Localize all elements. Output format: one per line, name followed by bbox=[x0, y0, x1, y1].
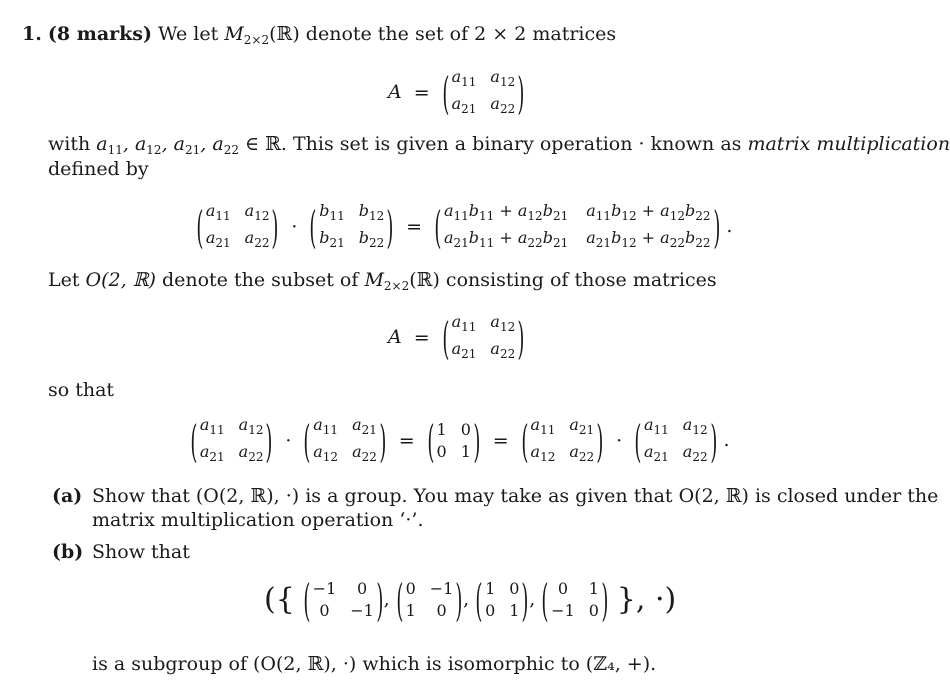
matrix-entry-2-2: −1 bbox=[350, 601, 374, 620]
matrix-entry-1-1: 0 bbox=[557, 579, 569, 598]
matrix-entry-1-1: $a_{11}$ bbox=[451, 67, 477, 89]
matrix-entry-2-2: $a_{22}$ bbox=[490, 339, 516, 361]
matrix-entry-2-1: $a_{12}$ bbox=[313, 442, 339, 464]
matrix-entry-2-2: $a_{21}b_{12} + a_{22}b_{22}$ bbox=[586, 228, 711, 250]
left-paren: ( bbox=[303, 573, 311, 627]
matrix-entry-2-1: −1 bbox=[551, 601, 575, 620]
matrix-entry-1-1: $b_{11}$ bbox=[319, 201, 345, 223]
matrix-A-left bbox=[196, 200, 279, 254]
matrix-entry-1-1: $a_{11}$ bbox=[199, 415, 225, 437]
right-paren: ) bbox=[601, 573, 609, 627]
defined-by-line: defined by bbox=[48, 158, 149, 180]
matrix-entry-2-1: $a_{21}$ bbox=[643, 442, 669, 464]
matrix-entry-2-2: 0 bbox=[436, 601, 447, 620]
matrix-entry-2-2: 0 bbox=[588, 601, 599, 620]
left-paren: ( bbox=[303, 414, 311, 468]
matrix-B bbox=[309, 200, 394, 254]
matrix-A-2 bbox=[442, 311, 525, 365]
matrix-entry-2-1: $a_{12}$ bbox=[530, 442, 556, 464]
matrix-entry-1-1: $a_{11}$ bbox=[451, 312, 477, 334]
part-b-label: (b) bbox=[52, 541, 84, 563]
equals-sign: = bbox=[413, 82, 430, 104]
intro-text-b: denote the set of 2 × 2 matrices bbox=[305, 23, 617, 45]
part-a-label: (a) bbox=[52, 485, 83, 507]
matrix-entry-2-1: $b_{21}$ bbox=[319, 228, 345, 250]
matrix-entry-1-2: 0 bbox=[356, 579, 368, 598]
symbol-A: A bbox=[388, 81, 402, 103]
right-paren: ) bbox=[473, 414, 481, 468]
problem-marks: (8 marks) bbox=[47, 23, 152, 45]
matrix-entry-1-2: $a_{21}$ bbox=[569, 415, 595, 437]
matrix-entry-1-2: $a_{21}$ bbox=[352, 415, 377, 437]
close-brace: }, ·) bbox=[616, 582, 677, 617]
so-that-line: so that bbox=[48, 379, 115, 401]
matrix-entry-1-2: 0 bbox=[509, 579, 520, 598]
part-b-text-1: Show that bbox=[92, 541, 190, 563]
matrix-entry-1-1: $a_{11}b_{11} + a_{12}b_{21}$ bbox=[443, 201, 569, 223]
right-paren: ) bbox=[271, 200, 279, 254]
matrix-entry-2-1: $a_{21}$ bbox=[199, 442, 225, 464]
matrix-entry-1-2: $a_{11}b_{12} + a_{12}b_{22}$ bbox=[586, 201, 711, 223]
let-line: Let O(2, ℝ) denote the subset of $M_{2\times 2}(ℝ)$ consisting of those matrices bbox=[48, 269, 717, 293]
right-paren: ) bbox=[379, 414, 387, 468]
matrix-entry-2-1: $a_{21}$ bbox=[451, 339, 477, 361]
matrix-entry-2-2: $a_{22}$ bbox=[682, 442, 708, 464]
matrix-entry-1-2: $a_{12}$ bbox=[490, 312, 516, 334]
matrix-A bbox=[442, 66, 525, 120]
matrix-entry-2-1: $a_{21}$ bbox=[451, 94, 477, 116]
matrix-entry-1-1: $a_{11}$ bbox=[643, 415, 669, 437]
left-paren: ( bbox=[634, 414, 642, 468]
equals-sign-2: = bbox=[406, 216, 423, 238]
matrix-entry-2-2: $a_{22}$ bbox=[569, 442, 595, 464]
matrix-entry-2-2: $a_{22}$ bbox=[352, 442, 377, 464]
matrix-entry-2-1: 0 bbox=[436, 442, 447, 461]
matrix-entry-1-2: $a_{12}$ bbox=[244, 201, 270, 223]
problem-number: 1. bbox=[22, 23, 42, 45]
left-paren: ( bbox=[196, 200, 204, 254]
matrix-multiplication-phrase: matrix multiplication bbox=[747, 133, 950, 155]
matrix-g3 bbox=[475, 573, 529, 627]
matrix-entry-2-1: 1 bbox=[405, 601, 416, 620]
dot-operator: · bbox=[291, 216, 298, 238]
left-paren: ( bbox=[475, 573, 483, 627]
display-orthogonality: ( $a_{11}$ $a_{12}$ $a_{21}$ $a_{22}$ ) · ( $a_{11}$ $a_{21}$ $a_{12}$ $a_{22}$ ) = ( 1 0 0 1 ) = ( $a_{11}$ $a_{21}$ $a_{12}$ $a_{22}$ ) · ( $a_{11}$ $a_{12}$ $a_{21}$ $a_{22}$ ) . bbox=[190, 414, 730, 468]
matrix-entry-1-2: $a_{12}$ bbox=[490, 67, 516, 89]
matrix-entry-1-2: $a_{12}$ bbox=[238, 415, 264, 437]
right-paren: ) bbox=[517, 66, 525, 120]
matrix-entry-1-1: −1 bbox=[312, 579, 337, 598]
matrix-entry-2-2: $a_{22}$ bbox=[244, 228, 270, 250]
matrix-entry-1-2: $a_{12}$ bbox=[682, 415, 708, 437]
part-a-text-2: matrix multiplication operation ‘·’. bbox=[92, 509, 424, 531]
right-paren: ) bbox=[517, 311, 525, 365]
matrix-entry-1-1: 1 bbox=[436, 420, 447, 439]
matrix-entry-1-1: 1 bbox=[485, 579, 496, 598]
matrix-entry-1-1: $a_{11}$ bbox=[313, 415, 339, 437]
matrix-entry-2-1: $a_{21}$ bbox=[205, 228, 231, 250]
matrix-entry-2-1: 0 bbox=[485, 601, 496, 620]
left-paren: ( bbox=[442, 66, 450, 120]
matrix-entry-1-2: $b_{12}$ bbox=[358, 201, 385, 223]
matrix-product bbox=[434, 200, 720, 254]
with-line: with $a_{11}$, $a_{12}$, $a_{21}$, $a_{22}$ ∈ ℝ. This set is given a binary operation · known as matrix multiplication bbox=[48, 133, 950, 157]
left-paren: ( bbox=[190, 414, 198, 468]
right-paren: ) bbox=[265, 414, 273, 468]
right-paren: ) bbox=[712, 200, 720, 254]
right-paren: ) bbox=[521, 573, 529, 627]
matrix-g2 bbox=[396, 573, 463, 627]
matrix-entry-2-2: $a_{22}$ bbox=[238, 442, 264, 464]
right-paren: ) bbox=[596, 414, 604, 468]
matrix-entry-1-1: 0 bbox=[405, 579, 416, 598]
right-paren: ) bbox=[376, 573, 384, 627]
left-paren: ( bbox=[309, 200, 317, 254]
intro-text-a: We let bbox=[158, 23, 219, 45]
display-matrix-A-2: A = ( $a_{11}$ $a_{12}$ $a_{21}$ $a_{22}$ ) bbox=[388, 311, 525, 365]
matrix-entry-2-2: $a_{22}$ bbox=[490, 94, 516, 116]
matrix-entry-2-1: $a_{21}b_{11} + a_{22}b_{21}$ bbox=[443, 228, 569, 250]
matrix-g4 bbox=[541, 573, 609, 627]
matrix-entry-2-2: $b_{22}$ bbox=[358, 228, 385, 250]
matrix-g1 bbox=[303, 573, 384, 627]
left-paren: ( bbox=[427, 414, 435, 468]
left-paren: ( bbox=[434, 200, 442, 254]
matrix-set-symbol: $M_{2\times 2}(ℝ)$ bbox=[224, 23, 300, 47]
left-paren: ( bbox=[521, 414, 529, 468]
part-a-text-1: Show that (O(2, ℝ), ·) is a group. You may take as given that O(2, ℝ) is closed under the bbox=[92, 485, 939, 507]
display-product bbox=[196, 200, 732, 254]
matrix-entry-1-1: $a_{11}$ bbox=[530, 415, 556, 437]
open-brace: ({ bbox=[264, 582, 295, 617]
left-paren: ( bbox=[541, 573, 549, 627]
left-paren: ( bbox=[396, 573, 404, 627]
display-matrix-A-1 bbox=[388, 66, 525, 120]
part-b-text-2: is a subgroup of (O(2, ℝ), ·) which is isomorphic to (ℤ₄, +). bbox=[92, 653, 657, 675]
matrix-entry-1-1: $a_{11}$ bbox=[205, 201, 231, 223]
matrix-entry-2-2: 1 bbox=[509, 601, 520, 620]
right-paren: ) bbox=[386, 200, 394, 254]
matrix-entry-2-2: 1 bbox=[460, 442, 471, 461]
left-paren: ( bbox=[442, 311, 450, 365]
problem-header bbox=[22, 22, 616, 52]
matrix-entry-1-2: 0 bbox=[460, 420, 471, 439]
right-paren: ) bbox=[455, 573, 463, 627]
matrix-entry-1-2: 1 bbox=[588, 579, 599, 598]
display-subgroup-set: ({ ( −1 0 0 −1 ) , ( 0 −1 1 0 ) , ( 1 0 0 1 ) , ( 0 1 −1 0 ) }, ·) bbox=[264, 573, 677, 627]
matrix-entry-1-2: −1 bbox=[429, 579, 454, 598]
period: . bbox=[726, 215, 733, 237]
matrix-entry-2-1: 0 bbox=[319, 601, 330, 620]
right-paren: ) bbox=[710, 414, 718, 468]
